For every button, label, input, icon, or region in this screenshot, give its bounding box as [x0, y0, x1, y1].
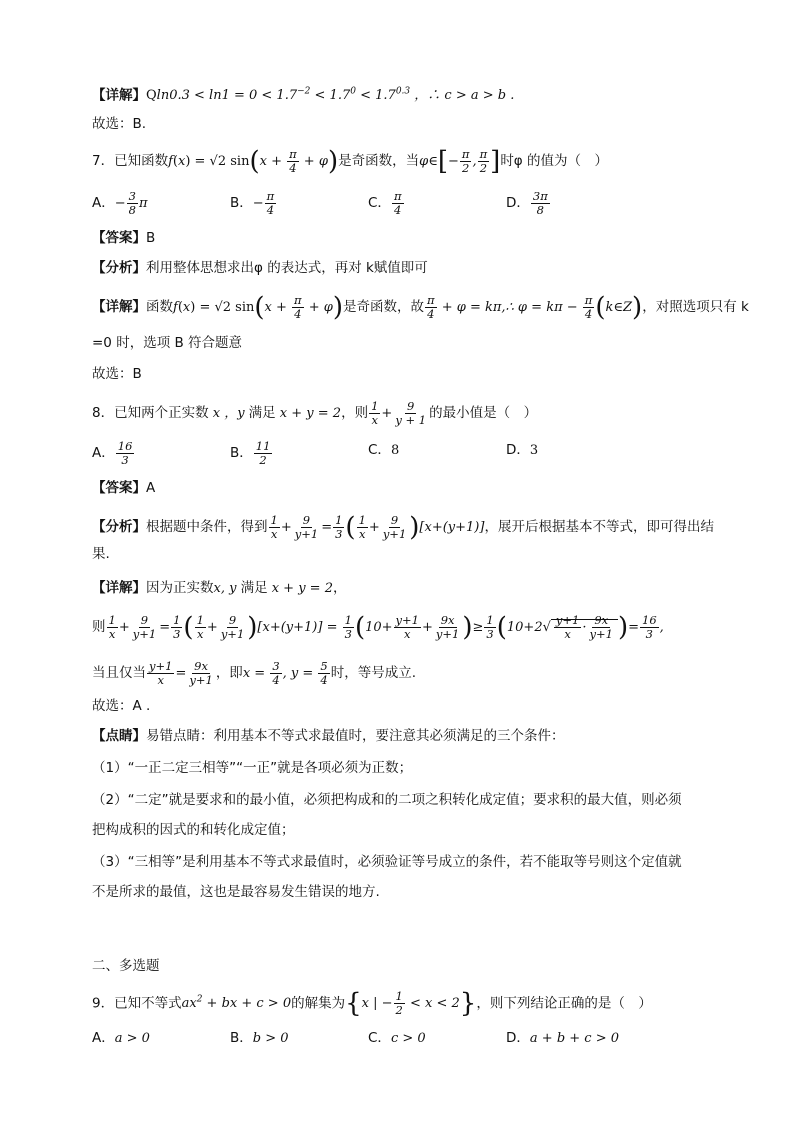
q7-range: φ∈[− $\frac{\pi}{2}$ , $\frac{\pi}{2}$ ]: [419, 146, 501, 177]
q8-detail: 【详解】因为正实数x, y 满足 x + y = 2，: [92, 580, 347, 596]
q8-option-b: B． $\frac{11}{2}$: [230, 439, 271, 467]
q9-option-c: C．c > 0: [368, 1030, 426, 1046]
q7-detail-cont: =0 时，选项 B 符合题意: [92, 335, 243, 351]
tip-1: （1）“一正二定三相等”“一正”就是各项必须为正数；: [92, 760, 413, 776]
section-heading: 二、多选题: [92, 958, 160, 974]
q8-option-a: A． $\frac{16}{3}$: [92, 439, 133, 467]
q8-stem: 8．已知两个正实数 x ，y 满足 x + y = 2，则 $\frac{1}{x}$ + $\frac{9}{y + 1}$ 的最小值是（ ）: [92, 399, 538, 427]
q8-analysis-cont: 果.: [92, 546, 110, 562]
q8-analysis: 【分析】根据题中条件，得到 $\frac{1}{x}$ + $\frac{9}{y+1}$ = $\frac{1}{3}$ ( $\frac{1}{x}$ + $\frac{9}{y+1}$ )[x+(y+1)]，展开后根据基本不等式，即可得出结: [92, 512, 714, 543]
tip-2b: 把构成积的因式的和转化成定值；: [92, 822, 295, 838]
q7-option-a: A．− $\frac{3}{8}$ π: [92, 189, 148, 217]
tip-title: 【点睛】易错点睛：利用基本不等式求最值时，要注意其必须满足的三个条件：: [92, 728, 565, 744]
q7-analysis: 【分析】利用整体思想求出φ 的表达式，再对 k赋值即可: [92, 260, 428, 276]
q7-stem: 7．已知函数f(x) = √2 sin(x + $\frac{\pi}{4}$ + φ)是奇函数，当φ∈[− $\frac{\pi}{2}$ , $\frac{\pi}{2}$ ]时φ 的值为（ ）: [92, 146, 609, 177]
tip-3b: 不是所求的最值，这也是最容易发生错误的地方.: [92, 884, 380, 900]
q8-detail-derivation: 则 $\frac{1}{x}$ + $\frac{9}{y+1}$ = $\frac{1}{3}$ ( $\frac{1}{x}$ + $\frac{9}{y+1}$ )[x+(y+1)] = $\frac{1}{3}$ (10+ $\frac{y+1}{x}$ + $\frac{9x}{y+1}$ )≥ $\frac{1}{3}$ (10+2√ $\frac{y+1}{x}$ · $\frac{9x}{y+1}$ )= $\frac{16}{3}$ ,: [92, 612, 664, 643]
q8-choice: 故选：A .: [92, 698, 151, 714]
q7-option-b: B．− $\frac{\pi}{4}$: [230, 189, 275, 217]
q7-option-c: C． $\frac{\pi}{4}$: [368, 189, 402, 217]
q8-option-c: C．8: [368, 442, 400, 458]
tip-2a: （2）“二定”就是要求和的最小值，必须把构成和的二项之积转化成定值；要求积的最大值，则必须: [92, 792, 682, 808]
q7-choice: 故选：B: [92, 366, 142, 382]
q9-option-a: A．a > 0: [92, 1030, 150, 1046]
q7-option-d: D． $\frac{3\pi}{8}$: [506, 189, 548, 217]
tip-3a: （3）“三相等”是利用基本不等式求最值时，必须验证等号成立的条件，若不能取等号则这个定值就: [92, 854, 682, 870]
q8-answer: 【答案】A: [92, 480, 156, 496]
q7-answer: 【答案】B: [92, 230, 156, 246]
q7-detail: 【详解】函数f(x) = √2 sin(x + $\frac{\pi}{4}$ + φ)是奇函数，故 $\frac{\pi}{4}$ + φ = kπ,∴ φ = kπ − $\frac{\pi}{4}$ (k∈Z)，对照选项只有 k: [92, 292, 749, 323]
detail-line-prev: [92, 82, 514, 106]
choice-prev: 故选：B.: [92, 116, 147, 132]
q9-option-d: D．a + b + c > 0: [506, 1030, 620, 1046]
detail-tag: 【详解】: [92, 87, 146, 104]
q9-stem: 9．已知不等式$ax^2$ + bx + c > 0的解集为{x | − $\frac{1}{2}$ < x < 2}，则下列结论正确的是（ ）: [92, 988, 652, 1019]
q8-detail-equality: 当且仅当 $\frac{y+1}{x}$ = $\frac{9x}{y+1}$ ，即x = $\frac{3}{4}$ , y = $\frac{5}{4}$ 时，等号成立.: [92, 659, 417, 687]
q7-function: f(x) = √2 sin(x + $\frac{\pi}{4}$ + φ): [168, 146, 339, 177]
q9-option-b: B．b > 0: [230, 1030, 289, 1046]
q8-option-d: D．3: [506, 442, 539, 458]
log-comparison: $Qln0.3 < \ln 1 = 0 < 1.7^{-2} < 1.7^0 < 1.7^{0.3}$ ，∴ c > a > b .: [146, 87, 515, 104]
